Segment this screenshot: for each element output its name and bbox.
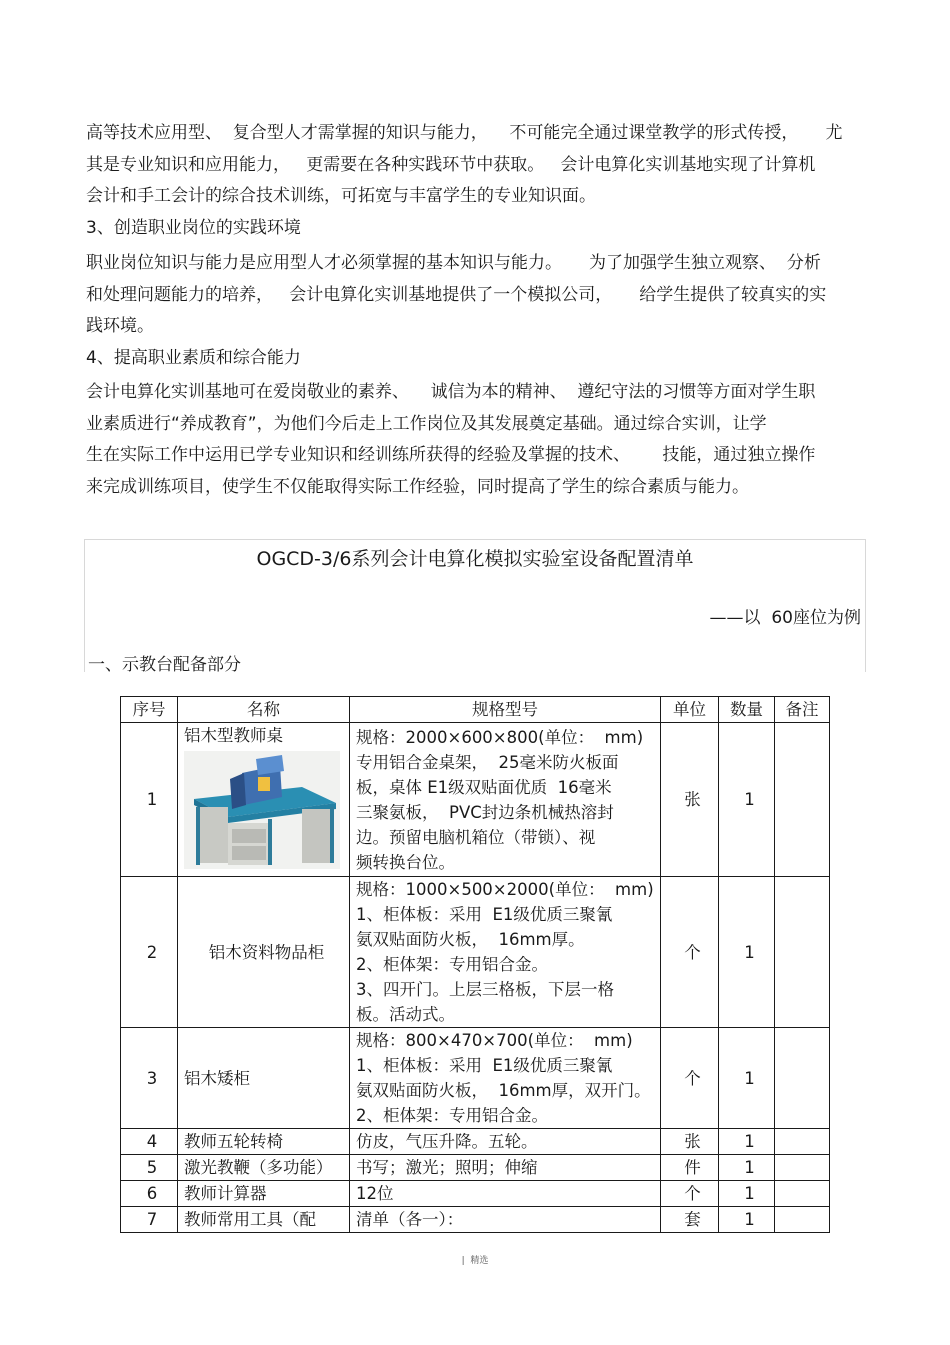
cell-spec: 仿皮，气压升降。五轮。 [350,1129,661,1155]
table-row [121,1129,830,1155]
cell-name: 铝木矮柜 [178,1028,350,1129]
header-unit: 单位 [661,697,719,723]
header-spec: 规格型号 [350,697,661,723]
table-header-row [121,697,830,723]
cell-qty: 1 [719,1155,775,1181]
paragraph-2 [86,248,866,343]
cell-no: 6 [121,1181,178,1207]
equipment-table [120,696,830,1233]
cell-qty: 1 [719,1129,775,1155]
paragraph-line: 业素质进行“养成教育”，为他们今后走上工作岗位及其发展奠定基础。通过综合实训，让学 [86,413,767,434]
paragraph-line: 和处理问题能力的培养， 会计电算化实训基地提供了一个模拟公司， 给学生提供了较真实的实 [86,284,827,305]
cell-unit: 个 [661,877,719,1028]
cell-remark [775,723,830,877]
document-title: OGCD-3/6系列会计电算化模拟实验室设备配置清单 [256,548,694,570]
cell-unit: 张 [661,1129,719,1155]
cell-qty: 1 [719,1207,775,1233]
cell-remark [775,1155,830,1181]
cell-remark [775,1207,830,1233]
cell-spec: 规格：1000×500×2000(单位： mm) 1、柜体板：采用 E1级优质三聚氰 氨双贴面防火板， 16mm厚。 2、柜体架：专用铝合金。 3、四开门。上层三格板，下层一格 板。活动式。 [350,877,661,1028]
cell-no: 4 [121,1129,178,1155]
cell-name: 教师常用工具（配 [178,1207,350,1233]
paragraph-3 [86,377,866,503]
heading-4: 4、提高职业素质和综合能力 [86,348,301,368]
paragraph-line: 会计电算化实训基地可在爱岗敬业的素养、 诚信为本的精神、 遵纪守法的习惯等方面对学生职 [86,382,816,402]
cell-name-text: 铝木型教师桌 [184,726,283,745]
table-row [121,1181,830,1207]
header-remark: 备注 [775,697,830,723]
cell-qty: 1 [719,1181,775,1207]
cell-unit: 个 [661,1028,719,1129]
cell-qty: 1 [719,1028,775,1129]
table-row [121,1028,830,1129]
cell-qty: 1 [719,877,775,1028]
cell-remark [775,1129,830,1155]
paragraph-line: 会计和手工会计的综合技术训练，可拓宽与丰富学生的专业知识面。 [86,186,596,206]
teacher-desk-photo [184,751,340,869]
cell-unit: 个 [661,1181,719,1207]
page-footer: | 精选 [461,1256,489,1266]
cell-name [178,723,350,877]
table-row [121,1207,830,1233]
paragraph-1 [86,118,866,213]
header-qty: 数量 [719,697,775,723]
cell-no: 5 [121,1155,178,1181]
cell-no: 2 [121,877,178,1028]
paragraph-line: 践环境。 [86,316,154,336]
heading-3: 3、创造职业岗位的实践环境 [86,218,301,238]
cell-remark [775,877,830,1028]
cell-qty: 1 [719,723,775,877]
header-name: 名称 [178,697,350,723]
cell-spec: 清单（各一）： [350,1207,661,1233]
cell-name: 教师计算器 [178,1181,350,1207]
cell-remark [775,1181,830,1207]
cell-spec: 书写；激光；照明；伸缩 [350,1155,661,1181]
cell-spec: 规格：800×470×700(单位： mm) 1、柜体板：采用 E1级优质三聚氰 氨双贴面防火板， 16mm厚，双开门。 2、柜体架：专用铝合金。 [350,1028,661,1129]
cell-name: 教师五轮转椅 [178,1129,350,1155]
cell-no: 7 [121,1207,178,1233]
section-heading: 一、示教台配备部分 [88,655,241,675]
cell-unit: 套 [661,1207,719,1233]
cell-unit: 张 [661,723,719,877]
cell-name: 激光教鞭（多功能） [178,1155,350,1181]
cell-name: 铝木资料物品柜 [178,877,350,1028]
cell-unit: 件 [661,1155,719,1181]
table-row [121,877,830,1028]
paragraph-line: 生在实际工作中运用已学专业知识和经训练所获得的经验及掌握的技术、 技能，通过独立操作 [86,445,816,465]
table-row [121,723,830,877]
cell-no: 3 [121,1028,178,1129]
paragraph-line: 职业岗位知识与能力是应用型人才必须掌握的基本知识与能力。 为了加强学生独立观察、 分析 [86,253,821,273]
cell-spec: 12位 [350,1181,661,1207]
document-subtitle: ——以 60座位为例 [709,608,861,628]
cell-spec: 规格：2000×600×800(单位： mm) 专用铝合金桌架， 25毫米防火板面 板，桌体 E1级双贴面优质 16毫米 三聚氨板， PVC封边条机械热溶封 边。预留电脑机箱位（带锁）、视 频转换台位。 [350,723,661,877]
paragraph-line: 来完成训练项目，使学生不仅能取得实际工作经验，同时提高了学生的综合素质与能力。 [86,476,749,497]
cell-remark [775,1028,830,1129]
paragraph-line: 其是专业知识和应用能力， 更需要在各种实践环节中获取。 会计电算化实训基地实现了计算机 [86,154,816,175]
paragraph-line: 高等技术应用型、 复合型人才需掌握的知识与能力， 不可能完全通过课堂教学的形式传授， 尤 [86,123,843,143]
cell-no: 1 [121,723,178,877]
header-no: 序号 [121,697,178,723]
table-row [121,1155,830,1181]
